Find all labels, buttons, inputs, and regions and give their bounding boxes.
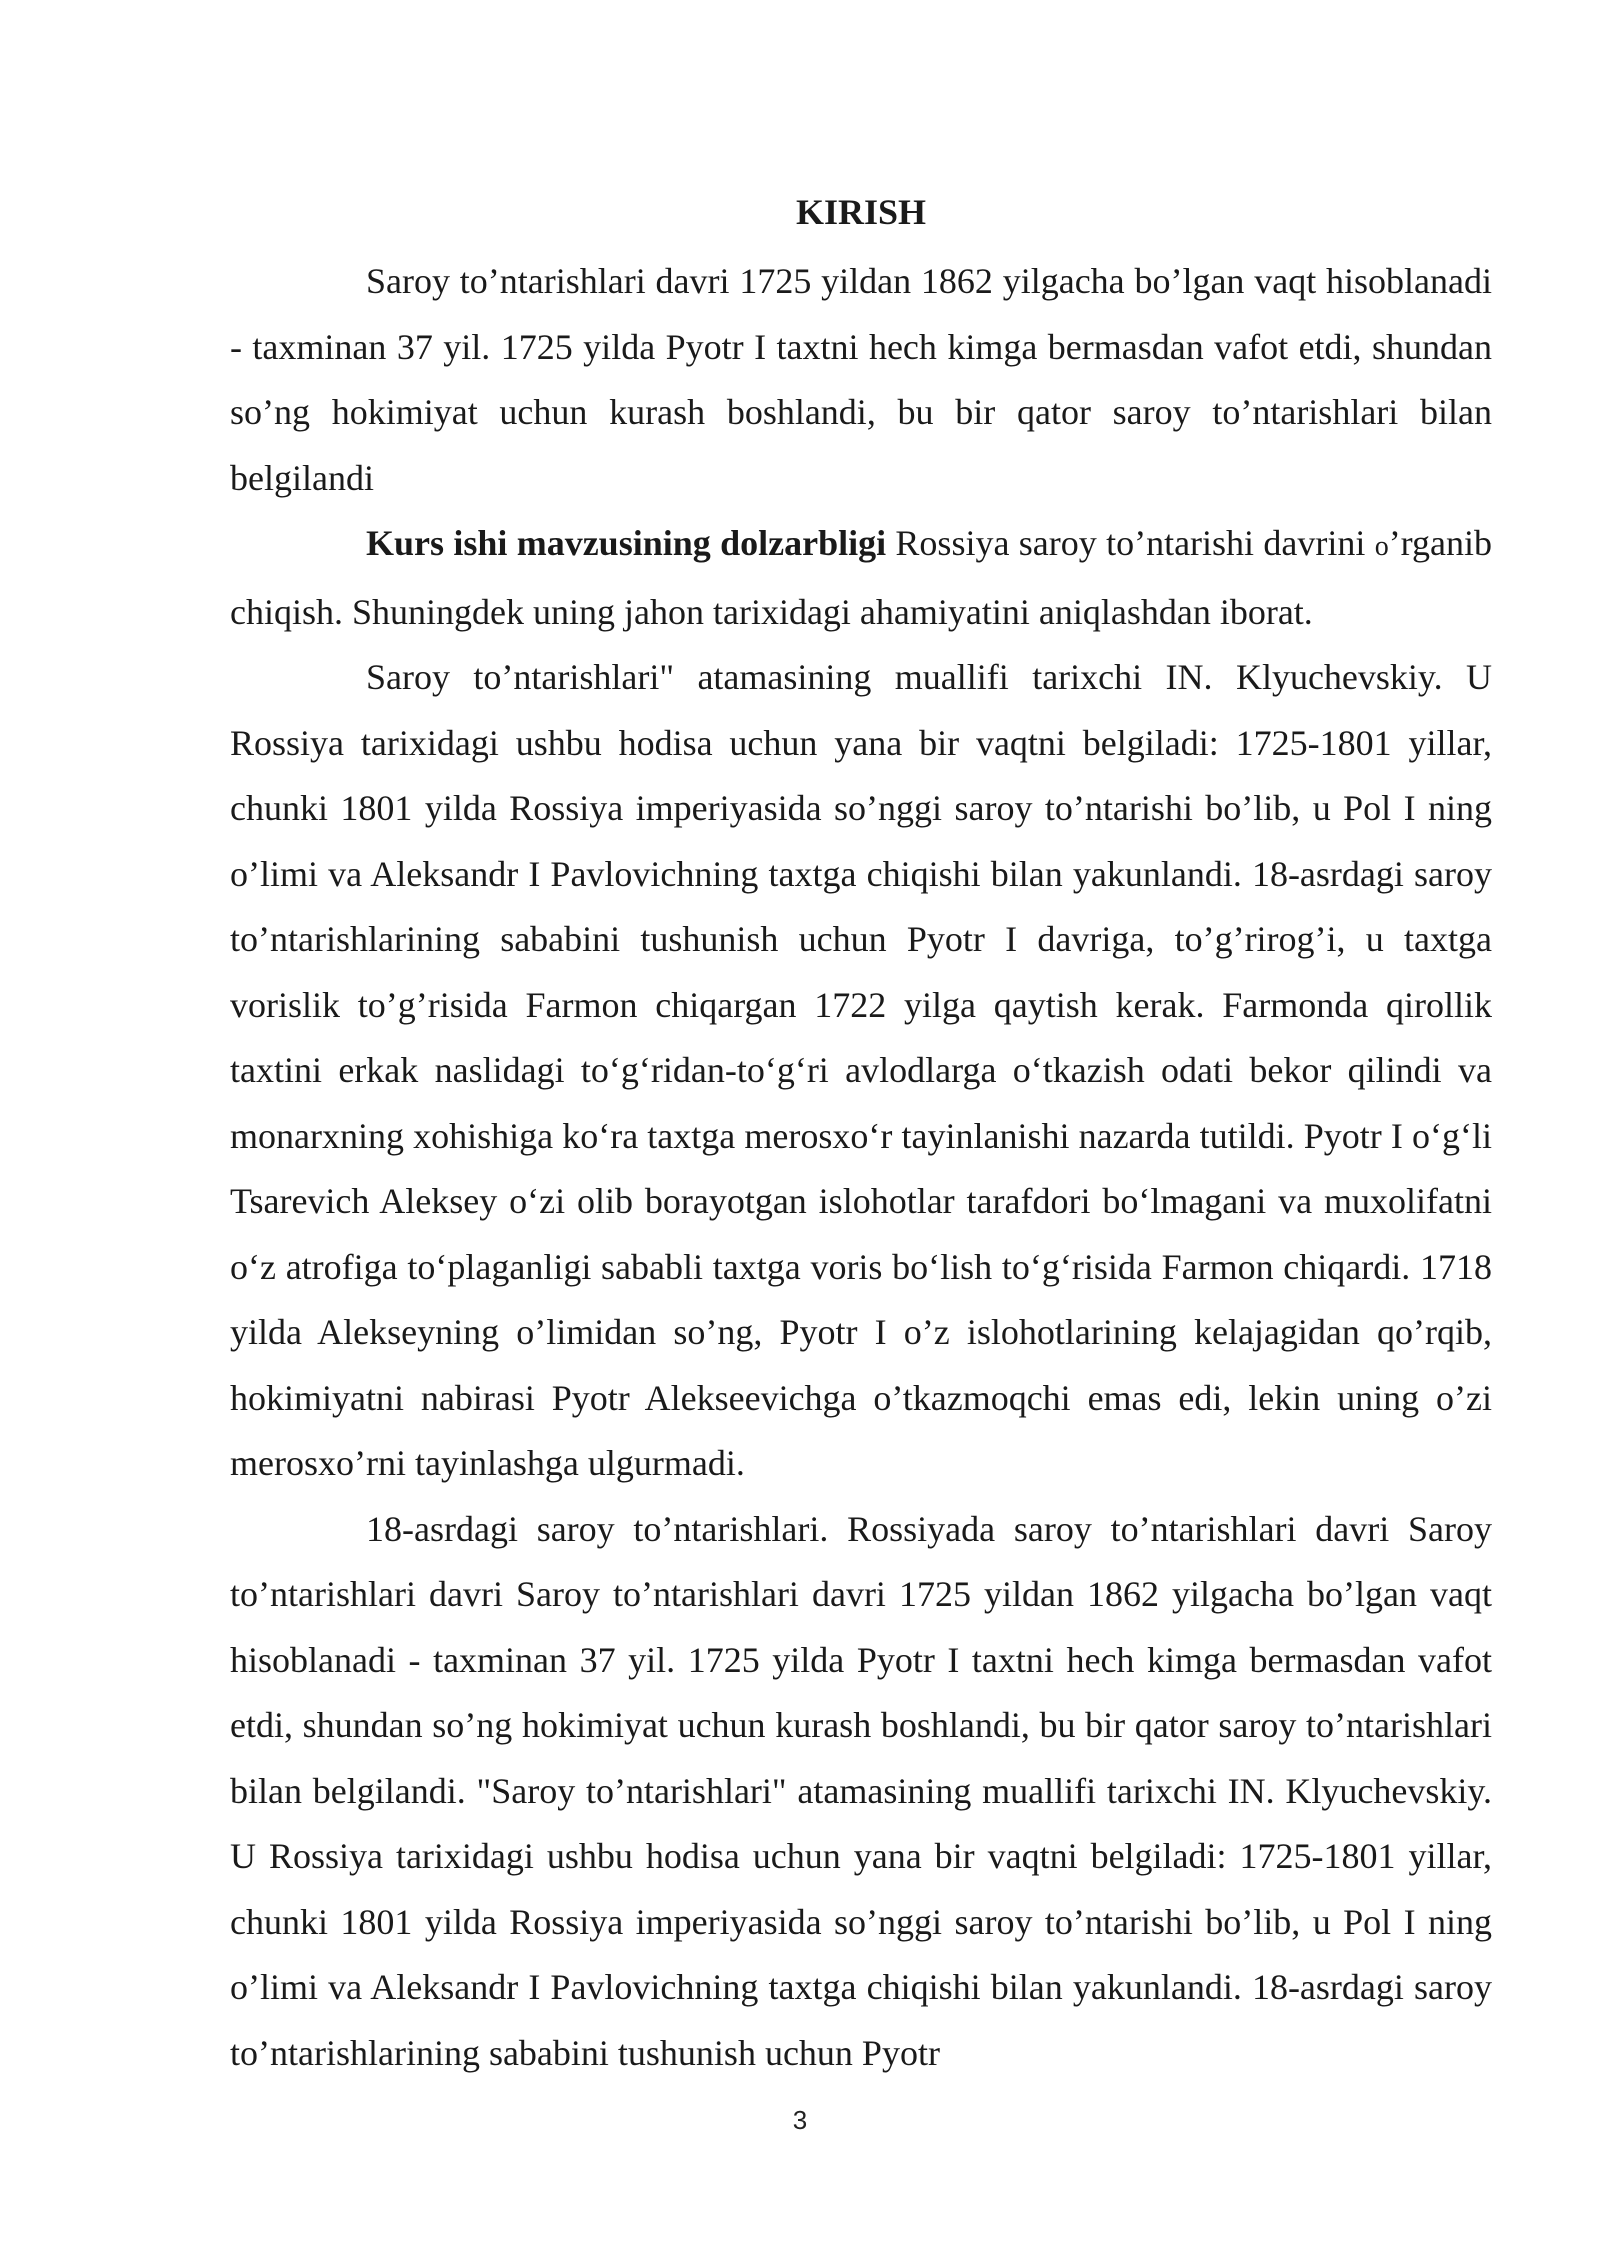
paragraph-2-text-end: ’rganib chiqish. Shuningdek uning jahon tarixidagi ahamiyatini aniqlashdan iborat. (230, 523, 1492, 632)
document-title: KIRISH (795, 192, 927, 232)
paragraph-4: 18-asrdagi saroy to’ntarishlari. Rossiyada saroy to’ntarishlari davri Saroy to’ntarishlari davri Saroy to’ntarishlari davri 1725 yildan 1862 yilgacha bo’lgan vaqt hisoblanadi - taxminan 37 yil. 1725 yilda Pyotr I taxtni hech kimga bermasdan vafot etdi, shundan so’ng hokimiyat uchun kurash boshlandi, bu bir qator saroy to’ntarishlari bilan belgilandi. "Saroy to’ntarishlari" atamasining muallifi tarixchi IN. Klyuchevskiy. U Rossiya tarixidagi ushbu hodisa uchun yana bir vaqtni belgiladi: 1725-1801 yillar, chunki 1801 yilda Rossiya imperiyasida so’nggi saroy to’ntarishi bo’lib, u Pol I ning o’limi va Aleksandr I Pavlovichning taxtga chiqishi bilan yakunlandi. 18-asrdagi saroy to’ntarishlarining sababini tushunish uchun Pyotr (230, 1508, 1492, 2073)
paragraph-2-small-letter: o (1374, 531, 1389, 562)
paragraph-2-bold-lead: Kurs ishi mavzusining dolzarbligi (366, 523, 887, 563)
document-page (230, 185, 1492, 2086)
paragraph-2-text: Rossiya saroy to’ntarishi davrini (886, 523, 1375, 563)
page-number: 3 (792, 2105, 808, 2135)
paragraph-3: Saroy to’ntarishlari" atamasining muallifi tarixchi IN. Klyuchevskiy. U Rossiya tarixidagi ushbu hodisa uchun yana bir vaqtni belgiladi: 1725-1801 yillar, chunki 1801 yilda Rossiya imperiyasida so’nggi saroy to’ntarishi bo’lib, u Pol I ning o’limi va Aleksandr I Pavlovichning taxtga chiqishi bilan yakunlandi. 18-asrdagi saroy to’ntarishlarining sababini tushunish uchun Pyotr I davriga, to’g’rirog’i, u taxtga vorislik to’g’risida Farmon chiqargan 1722 yilga qaytish kerak. Farmonda qirollik taxtini erkak naslidagi to‘g‘ridan-to‘g‘ri avlodlarga o‘tkazish odati bekor qilindi va monarxning xohishiga ko‘ra taxtga merosxo‘r tayinlanishi nazarda tutildi. Pyotr I o‘g‘li Tsarevich Aleksey o‘zi olib borayotgan islohotlar tarafdori bo‘lmagani va muxolifatni o‘z atrofiga to‘plaganligi sababli taxtga voris bo‘lish to‘g‘risida Farmon chiqardi. 1718 yilda Alekseyning o’limidan so’ng, Pyotr I o’z islohotlarining kelajagidan qo’rqib, hokimiyatni nabirasi Pyotr Alekseevichga o’tkazmoqchi emas edi, lekin uning o’zi merosxo’rni tayinlashga ulgurmadi. (230, 657, 1492, 1483)
paragraph-1: Saroy to’ntarishlari davri 1725 yildan 1862 yilgacha bo’lgan vaqt hisoblanadi - taxminan 37 yil. 1725 yilda Pyotr I taxtni hech kimga bermasdan vafot etdi, shundan so’ng hokimiyat uchun kurash boshlandi, bu bir qator saroy to’ntarishlari bilan belgilandi (230, 261, 1492, 498)
paragraph-2 (230, 511, 1492, 645)
